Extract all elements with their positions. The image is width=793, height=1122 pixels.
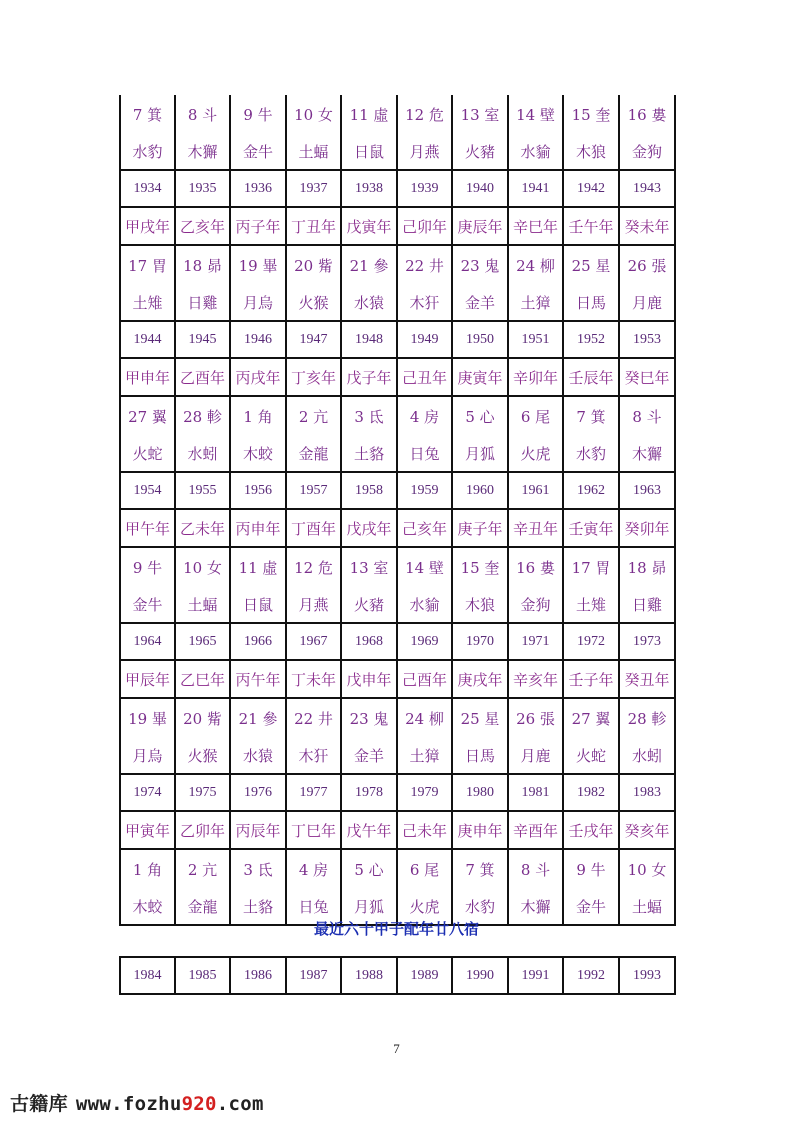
year-cell: 1971 (508, 623, 563, 660)
element-cell: 日馬 (452, 737, 508, 774)
ganzhi-cell: 甲寅年 (120, 811, 175, 849)
ganzhi-row (120, 811, 675, 849)
ganzhi-cell: 癸巳年 (619, 358, 675, 396)
element-cell: 月烏 (230, 284, 286, 321)
ganzhi-cell: 丁巳年 (286, 811, 341, 849)
ganzhi-cell: 己未年 (397, 811, 452, 849)
year-cell: 1961 (508, 472, 563, 509)
element-cell: 金狗 (619, 133, 675, 170)
ganzhi-row (120, 207, 675, 245)
mansion-cell: 3 氐 (230, 849, 286, 888)
element-cell: 日馬 (563, 284, 619, 321)
year-cell: 1954 (120, 472, 175, 509)
mansion-cell: 21 參 (341, 245, 397, 284)
year-cell: 1974 (120, 774, 175, 811)
mansion-cell: 20 觜 (175, 698, 230, 737)
mansion-cell: 5 心 (452, 396, 508, 435)
page-number: 7 (393, 1041, 400, 1056)
element-cell: 月烏 (120, 737, 175, 774)
element-cell: 日雞 (619, 586, 675, 623)
element-cell: 金牛 (563, 888, 619, 925)
mansion-cell: 4 房 (397, 396, 452, 435)
year-cell: 1966 (230, 623, 286, 660)
year-row (120, 774, 675, 811)
ganzhi-cell: 丁未年 (286, 660, 341, 698)
year-cell: 1982 (563, 774, 619, 811)
mansion-row (120, 245, 675, 284)
ganzhi-cell: 戊申年 (341, 660, 397, 698)
element-cell: 土獐 (508, 284, 563, 321)
ganzhi-cell: 辛丑年 (508, 509, 563, 547)
ganzhi-cell: 丙申年 (230, 509, 286, 547)
element-cell: 水貐 (508, 133, 563, 170)
mansion-cell: 17 胃 (563, 547, 619, 586)
element-cell: 水蚓 (175, 435, 230, 472)
element-cell: 日鼠 (341, 133, 397, 170)
mansion-row (120, 849, 675, 888)
year-cell: 1978 (341, 774, 397, 811)
element-cell: 火猴 (286, 284, 341, 321)
mansion-cell: 28 軫 (175, 396, 230, 435)
year-cell: 1988 (341, 957, 397, 994)
year-cell: 1938 (341, 170, 397, 207)
mansion-cell: 15 奎 (452, 547, 508, 586)
year-cell: 1973 (619, 623, 675, 660)
element-cell: 土蝠 (286, 133, 341, 170)
year-cell: 1985 (175, 957, 230, 994)
ganzhi-cell: 辛巳年 (508, 207, 563, 245)
ganzhi-cell: 甲午年 (120, 509, 175, 547)
element-cell: 日雞 (175, 284, 230, 321)
ganzhi-cell: 戊子年 (341, 358, 397, 396)
element-cell: 木狼 (563, 133, 619, 170)
ganzhi-cell: 壬戌年 (563, 811, 619, 849)
ganzhi-row (120, 660, 675, 698)
ganzhi-cell: 丙辰年 (230, 811, 286, 849)
year-cell: 1984 (120, 957, 175, 994)
element-cell: 木狼 (452, 586, 508, 623)
mansion-cell: 21 參 (230, 698, 286, 737)
element-cell: 火蛇 (563, 737, 619, 774)
mansion-cell: 11 虛 (230, 547, 286, 586)
ganzhi-cell: 乙亥年 (175, 207, 230, 245)
ganzhi-cell: 甲申年 (120, 358, 175, 396)
element-cell: 金龍 (286, 435, 341, 472)
year-cell: 1956 (230, 472, 286, 509)
element-cell: 土雉 (120, 284, 175, 321)
year-cell: 1964 (120, 623, 175, 660)
year-row (120, 472, 675, 509)
mansion-cell: 12 危 (397, 95, 452, 133)
element-cell: 木蛟 (120, 888, 175, 925)
mansion-cell: 12 危 (286, 547, 341, 586)
mansion-cell: 10 女 (175, 547, 230, 586)
mansion-cell: 26 張 (508, 698, 563, 737)
year-cell: 1965 (175, 623, 230, 660)
mansion-cell: 10 女 (286, 95, 341, 133)
year-cell: 1975 (175, 774, 230, 811)
element-cell: 火蛇 (120, 435, 175, 472)
element-cell: 水豹 (452, 888, 508, 925)
ganzhi-cell: 庚辰年 (452, 207, 508, 245)
element-cell: 土雉 (563, 586, 619, 623)
mansion-cell: 6 尾 (508, 396, 563, 435)
element-cell: 火猴 (175, 737, 230, 774)
mansion-cell: 18 昴 (619, 547, 675, 586)
mansion-cell: 22 井 (286, 698, 341, 737)
mansion-cell: 18 昴 (175, 245, 230, 284)
element-cell: 日鼠 (230, 586, 286, 623)
ganzhi-cell: 壬辰年 (563, 358, 619, 396)
element-cell: 日兔 (286, 888, 341, 925)
mansion-cell: 13 室 (452, 95, 508, 133)
ganzhi-cell: 辛亥年 (508, 660, 563, 698)
year-cell: 1987 (286, 957, 341, 994)
mansion-cell: 8 斗 (619, 396, 675, 435)
element-cell: 火虎 (397, 888, 452, 925)
mansion-cell: 1 角 (230, 396, 286, 435)
ganzhi-cell: 癸亥年 (619, 811, 675, 849)
ganzhi-cell: 壬子年 (563, 660, 619, 698)
year-cell: 1959 (397, 472, 452, 509)
ganzhi-cell: 壬寅年 (563, 509, 619, 547)
ganzhi-cell: 庚申年 (452, 811, 508, 849)
element-row (120, 435, 675, 472)
element-cell: 土蝠 (175, 586, 230, 623)
year-cell: 1939 (397, 170, 452, 207)
ganzhi-cell: 庚寅年 (452, 358, 508, 396)
element-row (120, 586, 675, 623)
year-cell: 1941 (508, 170, 563, 207)
ganzhi-row (120, 509, 675, 547)
year-cell: 1943 (619, 170, 675, 207)
year-cell: 1944 (120, 321, 175, 358)
ganzhi-cell: 己酉年 (397, 660, 452, 698)
mansion-cell: 5 心 (341, 849, 397, 888)
element-cell: 水猿 (341, 284, 397, 321)
year-row (120, 957, 675, 994)
year-cell: 1979 (397, 774, 452, 811)
table-caption: 最近六十甲子配年廿八宿 (313, 920, 479, 938)
ganzhi-cell: 癸未年 (619, 207, 675, 245)
mansion-cell: 17 胃 (120, 245, 175, 284)
ganzhi-cell: 癸丑年 (619, 660, 675, 698)
mansion-cell: 16 婁 (619, 95, 675, 133)
year-cell: 1967 (286, 623, 341, 660)
element-cell: 土貉 (230, 888, 286, 925)
ganzhi-cell: 辛卯年 (508, 358, 563, 396)
ganzhi-cell: 辛酉年 (508, 811, 563, 849)
element-cell: 水豹 (563, 435, 619, 472)
mansion-row (120, 547, 675, 586)
year-cell: 1986 (230, 957, 286, 994)
mansion-row (120, 698, 675, 737)
element-cell: 金牛 (230, 133, 286, 170)
year-cell: 1936 (230, 170, 286, 207)
ganzhi-cell: 丁酉年 (286, 509, 341, 547)
mansion-cell: 9 牛 (563, 849, 619, 888)
year-row (120, 321, 675, 358)
mansion-cell: 25 星 (563, 245, 619, 284)
mansion-row (120, 95, 675, 133)
watermark-brand: 古籍库 (10, 1093, 68, 1115)
element-cell: 月燕 (286, 586, 341, 623)
element-cell: 火虎 (508, 435, 563, 472)
year-cell: 1955 (175, 472, 230, 509)
element-row (120, 737, 675, 774)
element-cell: 月燕 (397, 133, 452, 170)
mansion-cell: 10 女 (619, 849, 675, 888)
element-cell: 水貐 (397, 586, 452, 623)
year-cell: 1983 (619, 774, 675, 811)
ganzhi-cell: 戊寅年 (341, 207, 397, 245)
ganzhi-cell: 甲辰年 (120, 660, 175, 698)
year-cell: 1969 (397, 623, 452, 660)
year-cell: 1989 (397, 957, 452, 994)
year-cell: 1991 (508, 957, 563, 994)
mansion-cell: 27 翼 (563, 698, 619, 737)
ganzhi-cell: 丙午年 (230, 660, 286, 698)
element-cell: 月狐 (452, 435, 508, 472)
element-cell: 木獬 (619, 435, 675, 472)
ganzhi-cell: 己丑年 (397, 358, 452, 396)
year-cell: 1963 (619, 472, 675, 509)
ganzhi-cell: 癸卯年 (619, 509, 675, 547)
mansion-cell: 20 觜 (286, 245, 341, 284)
element-cell: 木獬 (175, 133, 230, 170)
element-cell: 金牛 (120, 586, 175, 623)
element-cell: 土獐 (397, 737, 452, 774)
mansion-cell: 8 斗 (508, 849, 563, 888)
year-cell: 1962 (563, 472, 619, 509)
element-cell: 木犴 (286, 737, 341, 774)
mansion-cell: 25 星 (452, 698, 508, 737)
ganzhi-cell: 乙未年 (175, 509, 230, 547)
year-cell: 1981 (508, 774, 563, 811)
year-cell: 1934 (120, 170, 175, 207)
element-cell: 木犴 (397, 284, 452, 321)
mansion-cell: 3 氐 (341, 396, 397, 435)
year-cell: 1958 (341, 472, 397, 509)
mansion-cell: 22 井 (397, 245, 452, 284)
mansion-cell: 23 鬼 (452, 245, 508, 284)
ganzhi-row (120, 358, 675, 396)
ganzhi-cell: 己亥年 (397, 509, 452, 547)
year-cell: 1977 (286, 774, 341, 811)
mansion-cell: 7 箕 (563, 396, 619, 435)
mansion-cell: 9 牛 (120, 547, 175, 586)
sexagenary-mansion-table (119, 95, 676, 926)
mansion-cell: 15 奎 (563, 95, 619, 133)
element-cell: 金羊 (452, 284, 508, 321)
ganzhi-cell: 乙酉年 (175, 358, 230, 396)
ganzhi-cell: 乙卯年 (175, 811, 230, 849)
mansion-cell: 19 畢 (230, 245, 286, 284)
mansion-cell: 24 柳 (397, 698, 452, 737)
year-cell: 1980 (452, 774, 508, 811)
element-cell: 日兔 (397, 435, 452, 472)
mansion-cell: 9 牛 (230, 95, 286, 133)
year-cell: 1976 (230, 774, 286, 811)
element-cell: 火豬 (341, 586, 397, 623)
year-cell: 1947 (286, 321, 341, 358)
mansion-cell: 4 房 (286, 849, 341, 888)
year-cell: 1972 (563, 623, 619, 660)
year-cell: 1960 (452, 472, 508, 509)
mansion-cell: 27 翼 (120, 396, 175, 435)
mansion-cell: 7 箕 (120, 95, 175, 133)
year-row (120, 170, 675, 207)
year-cell: 1945 (175, 321, 230, 358)
mansion-cell: 23 鬼 (341, 698, 397, 737)
ganzhi-cell: 甲戌年 (120, 207, 175, 245)
mansion-cell: 28 軫 (619, 698, 675, 737)
year-cell: 1952 (563, 321, 619, 358)
element-cell: 金龍 (175, 888, 230, 925)
year-cell: 1993 (619, 957, 675, 994)
mansion-cell: 7 箕 (452, 849, 508, 888)
element-cell: 水蚓 (619, 737, 675, 774)
year-cell: 1970 (452, 623, 508, 660)
year-cell: 1940 (452, 170, 508, 207)
mansion-cell: 6 尾 (397, 849, 452, 888)
ganzhi-cell: 戊午年 (341, 811, 397, 849)
mansion-cell: 8 斗 (175, 95, 230, 133)
mansion-cell: 14 壁 (397, 547, 452, 586)
ganzhi-cell: 丙戌年 (230, 358, 286, 396)
ganzhi-cell: 戊戌年 (341, 509, 397, 547)
element-cell: 金狗 (508, 586, 563, 623)
element-cell: 土蝠 (619, 888, 675, 925)
element-cell: 火豬 (452, 133, 508, 170)
year-cell: 1935 (175, 170, 230, 207)
element-cell: 月鹿 (508, 737, 563, 774)
element-cell: 月鹿 (619, 284, 675, 321)
element-cell: 木蛟 (230, 435, 286, 472)
ganzhi-cell: 丁亥年 (286, 358, 341, 396)
element-cell: 月狐 (341, 888, 397, 925)
mansion-cell: 16 婁 (508, 547, 563, 586)
element-row (120, 133, 675, 170)
mansion-cell: 13 室 (341, 547, 397, 586)
mansion-cell: 11 虛 (341, 95, 397, 133)
year-cell: 1990 (452, 957, 508, 994)
year-cell: 1937 (286, 170, 341, 207)
ganzhi-cell: 丙子年 (230, 207, 286, 245)
ganzhi-cell: 乙巳年 (175, 660, 230, 698)
element-cell: 金羊 (341, 737, 397, 774)
ganzhi-cell: 庚戌年 (452, 660, 508, 698)
year-cell: 1948 (341, 321, 397, 358)
element-cell: 土貉 (341, 435, 397, 472)
mansion-cell: 14 壁 (508, 95, 563, 133)
mansion-cell: 24 柳 (508, 245, 563, 284)
year-cell: 1953 (619, 321, 675, 358)
year-cell: 1951 (508, 321, 563, 358)
year-cell: 1946 (230, 321, 286, 358)
ganzhi-cell: 庚子年 (452, 509, 508, 547)
mansion-cell: 19 畢 (120, 698, 175, 737)
ganzhi-cell: 壬午年 (563, 207, 619, 245)
year-cell: 1957 (286, 472, 341, 509)
site-watermark[interactable] (10, 1089, 264, 1116)
ganzhi-cell: 己卯年 (397, 207, 452, 245)
mansion-cell: 1 角 (120, 849, 175, 888)
year-cell: 1950 (452, 321, 508, 358)
element-row (120, 284, 675, 321)
mansion-cell: 2 亢 (175, 849, 230, 888)
watermark-domain: www.fozhu920.com (75, 1093, 264, 1115)
mansion-row (120, 396, 675, 435)
element-cell: 木獬 (508, 888, 563, 925)
year-cell: 1992 (563, 957, 619, 994)
year-cell: 1949 (397, 321, 452, 358)
mansion-cell: 2 亢 (286, 396, 341, 435)
mansion-cell: 26 張 (619, 245, 675, 284)
element-cell: 水猿 (230, 737, 286, 774)
element-cell: 水豹 (120, 133, 175, 170)
year-table (119, 956, 676, 995)
year-row (120, 623, 675, 660)
ganzhi-cell: 丁丑年 (286, 207, 341, 245)
year-cell: 1968 (341, 623, 397, 660)
year-cell: 1942 (563, 170, 619, 207)
